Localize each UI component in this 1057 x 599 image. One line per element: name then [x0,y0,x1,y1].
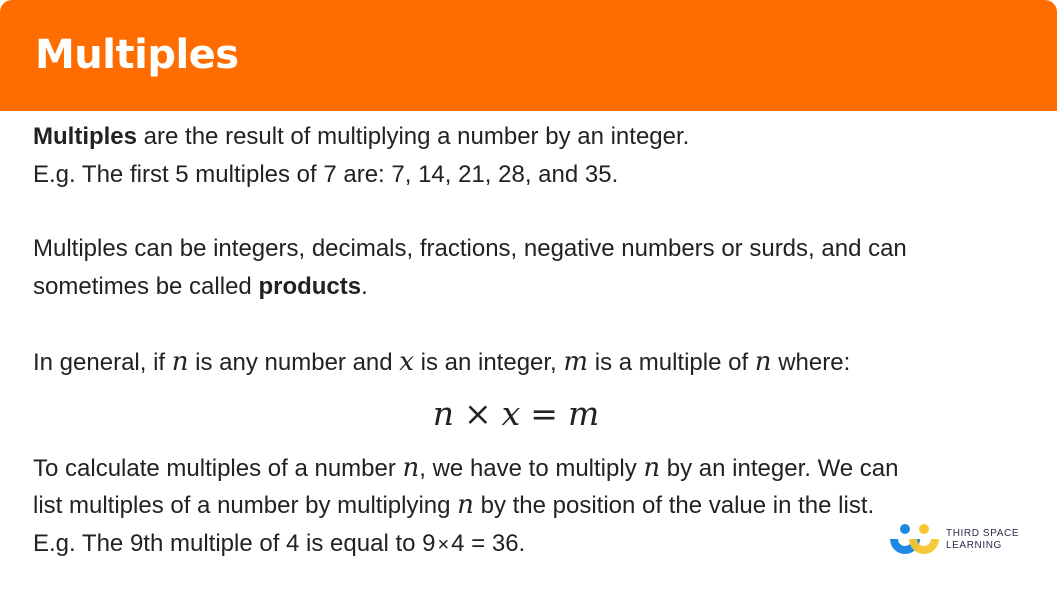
calc-text-1: To calculate multiples of a number [33,454,403,482]
calc-text-3: by an integer. We can [660,454,899,482]
page-header [0,0,1057,111]
types-text: sometimes be called [33,272,259,300]
general-text-1: In general, if [33,349,172,376]
logo-text [946,528,1019,552]
math-var-n: n [171,347,189,377]
general-text-3: is an integer, [413,349,564,376]
equation-equals: = [530,393,558,433]
general-text-4: is a multiple of [588,349,755,376]
equation-x: x [501,393,521,433]
general-text-2: is any number and [188,349,400,376]
logo-line-2: LEARNING [946,540,1002,551]
times-symbol: × [437,533,450,556]
equation-m: m [567,393,600,433]
math-var-n: n [643,452,661,483]
math-var-n: n [754,347,772,377]
calc-text-4: list multiples of a number by multiplying [33,492,458,519]
logo-mark-icon [888,523,940,557]
math-var-n: n [457,490,474,520]
math-var-m: m [563,347,589,377]
calc-text-7: 4 = 36. [451,529,526,557]
page-title: Multiples [35,32,239,78]
term-products: products [258,272,362,300]
calc-line-3 [33,525,1033,565]
third-space-learning-logo [888,523,1028,557]
math-var-x: x [399,347,414,377]
calc-line-1 [33,450,1033,488]
equation-times: × [464,393,492,433]
paragraph-gap [33,193,1033,230]
general-line [33,344,1033,382]
types-end: . [361,272,368,300]
calc-text-5: by the position of the value in the list. [473,492,875,519]
general-text-5: where: [771,349,851,376]
calc-line-2 [33,487,1033,525]
term-multiples: Multiples [33,123,138,150]
types-line-2 [33,268,1033,306]
types-line-1: Multiples can be integers, decimals, fractions, negative numbers or surds, and can [33,235,907,262]
example-line: E.g. The first 5 multiples of 7 are: 7, 14, 21, 28, and 35. [33,160,619,188]
definition-text: are the result of multiplying a number by an integer. [137,123,690,150]
paragraph-gap [33,305,1033,344]
content-body [33,118,1033,564]
multiple-equation [16,382,1016,450]
equation-n: n [432,393,455,433]
math-var-n: n [402,452,420,483]
calc-text-6: E.g. The 9th multiple of 4 is equal to 9 [33,529,436,557]
definition-line [33,118,1033,156]
logo-line-1: THIRD SPACE [946,528,1020,539]
calc-text-2: , we have to multiply [419,454,644,482]
